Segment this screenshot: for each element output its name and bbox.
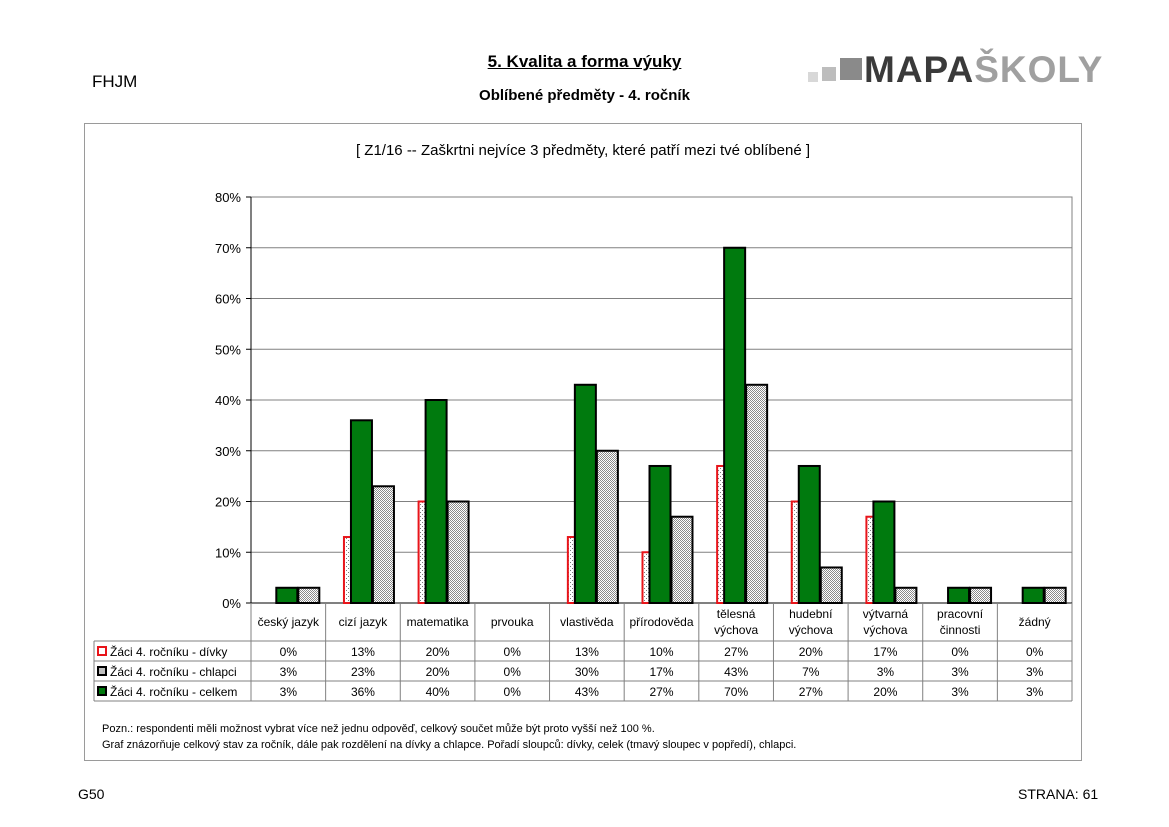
data-label: 0%	[1026, 645, 1044, 659]
chart-note-1: Pozn.: respondenti měli možnost vybrat více než jednu odpověď, celkový součet může být proto vyšší než 100 %.	[102, 723, 655, 735]
bar-chlapci	[821, 567, 842, 603]
data-label: 70%	[724, 685, 749, 699]
bar-chlapci	[1045, 588, 1066, 603]
x-category-label: výchova	[788, 623, 833, 637]
bar-chlapci	[746, 385, 767, 603]
data-label: 3%	[279, 665, 297, 679]
chart-question: [ Z1/16 -- Zaškrtni nejvíce 3 předměty, které patří mezi tvé oblíbené ]	[355, 142, 811, 159]
x-category-label: žádný	[1018, 615, 1051, 629]
bar-chlapci	[298, 588, 319, 603]
bar-celkem	[724, 248, 745, 603]
y-tick-label: 80%	[214, 190, 241, 205]
data-label: 23%	[350, 665, 375, 679]
x-category-label: hudební	[789, 607, 833, 621]
bar-chlapci	[597, 451, 618, 603]
data-label: 20%	[425, 645, 450, 659]
x-category-label: český jazyk	[257, 615, 319, 629]
data-label: 17%	[873, 645, 898, 659]
data-label: 0%	[279, 645, 297, 659]
data-label: 3%	[1026, 665, 1044, 679]
data-label: 43%	[724, 665, 749, 679]
bar-chlapci	[672, 517, 693, 603]
data-label: 3%	[951, 665, 969, 679]
x-category-label: výtvarná	[862, 607, 909, 621]
bar-chlapci	[373, 486, 394, 603]
x-category-label: tělesná	[716, 607, 756, 621]
y-tick-label: 20%	[214, 494, 241, 510]
logo-text-mapa: MAPA	[864, 49, 975, 90]
y-tick-label: 30%	[214, 443, 241, 459]
legend-label: Žáci 4. ročníku - dívky	[110, 645, 228, 659]
data-label: 27%	[798, 685, 823, 699]
legend-swatch	[98, 687, 106, 695]
data-label: 13%	[574, 645, 599, 659]
data-label: 3%	[951, 685, 969, 699]
data-label: 0%	[503, 685, 521, 699]
bar-celkem	[873, 502, 894, 604]
bar-celkem	[351, 420, 372, 603]
page-code: G50	[78, 786, 105, 802]
report-subtitle: Oblíbené předměty - 4. ročník	[479, 87, 690, 104]
school-code: FHJM	[92, 72, 138, 91]
y-tick-label: 70%	[214, 240, 241, 256]
bar-celkem	[948, 588, 969, 603]
data-label: 10%	[649, 645, 674, 659]
data-label: 20%	[798, 645, 823, 659]
bar-celkem	[650, 466, 671, 603]
bar-chlapci	[448, 502, 469, 604]
data-label: 20%	[873, 685, 898, 699]
data-label: 0%	[951, 645, 969, 659]
data-label: 27%	[649, 685, 674, 699]
data-label: 13%	[350, 645, 375, 659]
legend-swatch	[98, 667, 106, 675]
bar-celkem	[575, 385, 596, 603]
bar-celkem	[799, 466, 820, 603]
x-category-label: pracovní	[937, 607, 984, 621]
report-title: 5. Kvalita a forma výuky	[487, 52, 682, 71]
data-label: 20%	[425, 665, 450, 679]
x-category-label: cizí jazyk	[338, 615, 388, 629]
x-category-label: výchova	[863, 623, 908, 637]
data-label: 36%	[350, 685, 375, 699]
x-category-label: činnosti	[939, 623, 981, 637]
data-label: 40%	[425, 685, 450, 699]
data-label: 30%	[574, 665, 599, 679]
data-label: 3%	[876, 665, 895, 679]
bar-celkem	[1023, 588, 1044, 603]
legend-swatch	[98, 647, 106, 655]
legend-label: Žáci 4. ročníku - celkem	[110, 685, 238, 699]
x-category-label: matematika	[406, 615, 469, 629]
bar-chlapci	[895, 588, 916, 603]
bar-chlapci	[970, 588, 991, 603]
data-label: 17%	[649, 665, 674, 679]
bar-celkem	[276, 588, 297, 603]
data-label: 3%	[1026, 685, 1044, 699]
x-category-label: přírodověda	[629, 615, 694, 629]
y-tick-label: 10%	[214, 545, 241, 561]
chart-note-2: Graf znázorňuje celkový stav za ročník, dále pak rozdělení na dívky a chlapce. Pořadí sloupců: dívky, celek (tmavý sloupec v popředí), chlapci.	[102, 739, 797, 751]
data-label: 27%	[724, 645, 749, 659]
y-tick-label: 60%	[214, 291, 241, 307]
x-category-label: vlastivěda	[560, 615, 614, 629]
data-label: 0%	[503, 665, 521, 679]
page-number: STRANA: 61	[1018, 786, 1099, 802]
data-label: 0%	[503, 645, 521, 659]
y-tick-label: 0%	[222, 596, 241, 611]
data-label: 3%	[279, 685, 297, 699]
bar-celkem	[426, 400, 447, 603]
legend-label: Žáci 4. ročníku - chlapci	[110, 665, 237, 679]
y-tick-label: 50%	[214, 342, 241, 358]
x-category-label: prvouka	[490, 615, 534, 629]
data-label: 7%	[802, 665, 820, 679]
data-label: 43%	[574, 685, 599, 699]
logo-text-skoly: ŠKOLY	[974, 49, 1104, 90]
x-category-label: výchova	[714, 623, 759, 637]
y-tick-label: 40%	[214, 393, 241, 408]
